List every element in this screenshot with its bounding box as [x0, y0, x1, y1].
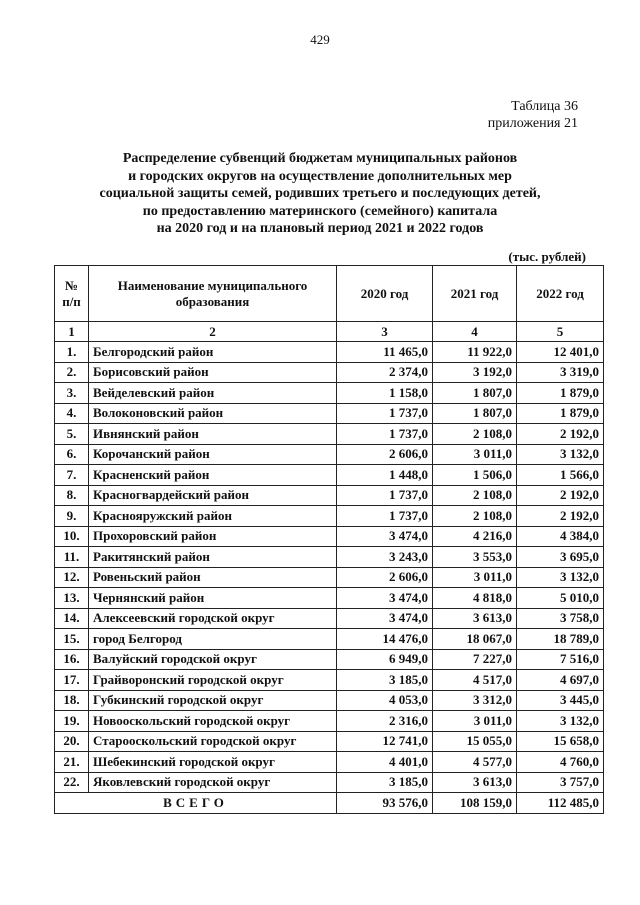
title-line: и городских округов на осуществление дополнительных мер: [128, 168, 512, 184]
row-value-2022: 3 319,0: [517, 362, 604, 383]
row-value-2020: 3 185,0: [337, 772, 433, 793]
row-value-2022: 3 445,0: [517, 690, 604, 711]
row-value-2020: 3 185,0: [337, 670, 433, 691]
table-row: [55, 424, 604, 445]
row-value-2022: 2 192,0: [517, 506, 604, 527]
table-header-row: [55, 266, 604, 322]
column-index: 3: [337, 322, 433, 342]
total-2022: 112 485,0: [517, 793, 604, 814]
row-value-2021: 2 108,0: [433, 424, 517, 445]
table-row: [55, 731, 604, 752]
header-2022: 2022 год: [517, 266, 604, 322]
row-value-2021: 1 807,0: [433, 403, 517, 424]
row-value-2022: 4 697,0: [517, 670, 604, 691]
row-value-2021: 11 922,0: [433, 342, 517, 363]
row-value-2020: 2 606,0: [337, 444, 433, 465]
table-row: [55, 608, 604, 629]
row-name: Корочанский район: [89, 444, 337, 465]
row-value-2020: 1 737,0: [337, 506, 433, 527]
row-number: 17.: [55, 670, 89, 691]
row-value-2020: 2 606,0: [337, 567, 433, 588]
row-name: Краснояружский район: [89, 506, 337, 527]
row-value-2022: 4 760,0: [517, 752, 604, 773]
row-value-2022: 2 192,0: [517, 485, 604, 506]
header-name: Наименование муниципального образования: [89, 266, 337, 322]
row-value-2021: 2 108,0: [433, 485, 517, 506]
table-row: [55, 711, 604, 732]
row-value-2021: 4 577,0: [433, 752, 517, 773]
row-name: Ивнянский район: [89, 424, 337, 445]
table-row: [55, 690, 604, 711]
row-name: Красногвардейский район: [89, 485, 337, 506]
row-number: 20.: [55, 731, 89, 752]
row-value-2020: 6 949,0: [337, 649, 433, 670]
table-row: [55, 506, 604, 527]
row-number: 1.: [55, 342, 89, 363]
row-value-2022: 18 789,0: [517, 629, 604, 650]
row-value-2020: 2 316,0: [337, 711, 433, 732]
header-no: № п/п: [55, 266, 89, 322]
row-name: Яковлевский городской округ: [89, 772, 337, 793]
row-name: Белгородский район: [89, 342, 337, 363]
row-name: Грайворонский городской округ: [89, 670, 337, 691]
row-value-2021: 18 067,0: [433, 629, 517, 650]
column-index: 2: [89, 322, 337, 342]
row-number: 9.: [55, 506, 89, 527]
table-row: [55, 649, 604, 670]
table-row: [55, 444, 604, 465]
total-2021: 108 159,0: [433, 793, 517, 814]
title-line: по предоставлению материнского (семейного) капитала: [142, 203, 498, 219]
row-value-2022: 5 010,0: [517, 588, 604, 609]
row-value-2020: 1 448,0: [337, 465, 433, 486]
page-number: 429: [310, 32, 330, 47]
table-row: [55, 567, 604, 588]
total-row: [55, 793, 604, 814]
table-row: [55, 383, 604, 404]
row-value-2021: 3 011,0: [433, 711, 517, 732]
row-value-2020: 3 243,0: [337, 547, 433, 568]
row-value-2021: 4 818,0: [433, 588, 517, 609]
row-value-2021: 2 108,0: [433, 506, 517, 527]
header-2020: 2020 год: [337, 266, 433, 322]
row-value-2022: 3 132,0: [517, 711, 604, 732]
row-value-2020: 2 374,0: [337, 362, 433, 383]
row-name: Губкинский городской округ: [89, 690, 337, 711]
table-row: [55, 752, 604, 773]
table-row: [55, 465, 604, 486]
row-value-2020: 1 737,0: [337, 485, 433, 506]
title-line: на 2020 год и на плановый период 2021 и 2022 годов: [156, 221, 484, 236]
row-number: 21.: [55, 752, 89, 773]
table-row: [55, 485, 604, 506]
row-number: 11.: [55, 547, 89, 568]
row-name: Шебекинский городской округ: [89, 752, 337, 773]
table-row: [55, 403, 604, 424]
row-value-2020: 14 476,0: [337, 629, 433, 650]
row-number: 15.: [55, 629, 89, 650]
row-number: 14.: [55, 608, 89, 629]
row-value-2020: 3 474,0: [337, 588, 433, 609]
row-name: Красненский район: [89, 465, 337, 486]
row-value-2021: 3 192,0: [433, 362, 517, 383]
row-name: Прохоровский район: [89, 526, 337, 547]
row-value-2021: 4 517,0: [433, 670, 517, 691]
row-value-2022: 12 401,0: [517, 342, 604, 363]
subsidy-table: [54, 265, 604, 814]
row-value-2021: 1 506,0: [433, 465, 517, 486]
row-value-2021: 15 055,0: [433, 731, 517, 752]
row-value-2020: 1 737,0: [337, 403, 433, 424]
row-value-2022: 2 192,0: [517, 424, 604, 445]
row-value-2020: 1 158,0: [337, 383, 433, 404]
row-name: город Белгород: [89, 629, 337, 650]
row-number: 5.: [55, 424, 89, 445]
row-value-2021: 3 312,0: [433, 690, 517, 711]
row-value-2021: 3 613,0: [433, 772, 517, 793]
row-name: Алексеевский городской округ: [89, 608, 337, 629]
row-value-2022: 3 132,0: [517, 567, 604, 588]
row-value-2020: 12 741,0: [337, 731, 433, 752]
row-value-2022: 1 879,0: [517, 383, 604, 404]
row-name: Валуйский городской округ: [89, 649, 337, 670]
row-value-2020: 3 474,0: [337, 608, 433, 629]
row-value-2020: 4 053,0: [337, 690, 433, 711]
total-label: ВСЕГО: [55, 793, 337, 814]
row-name: Вейделевский район: [89, 383, 337, 404]
row-value-2022: 3 758,0: [517, 608, 604, 629]
row-value-2021: 3 553,0: [433, 547, 517, 568]
row-value-2021: 1 807,0: [433, 383, 517, 404]
table-row: [55, 342, 604, 363]
annex-appendix-number: приложения 21: [487, 116, 578, 131]
row-number: 16.: [55, 649, 89, 670]
table-row: [55, 526, 604, 547]
row-number: 22.: [55, 772, 89, 793]
row-name: Новооскольский городской округ: [89, 711, 337, 732]
column-index: 5: [517, 322, 604, 342]
row-value-2022: 7 516,0: [517, 649, 604, 670]
row-value-2020: 4 401,0: [337, 752, 433, 773]
row-number: 2.: [55, 362, 89, 383]
title-line: Распределение субвенций бюджетам муниципальных районов: [122, 151, 518, 166]
annex-table-number: Таблица 36: [511, 99, 578, 114]
table-row: [55, 588, 604, 609]
row-number: 8.: [55, 485, 89, 506]
row-value-2022: 3 132,0: [517, 444, 604, 465]
header-2021: 2021 год: [433, 266, 517, 322]
table-row: [55, 772, 604, 793]
row-value-2021: 7 227,0: [433, 649, 517, 670]
column-index-row: [55, 322, 604, 342]
row-name: Борисовский район: [89, 362, 337, 383]
column-index: 4: [433, 322, 517, 342]
row-name: Ровеньский район: [89, 567, 337, 588]
row-value-2022: 1 566,0: [517, 465, 604, 486]
row-number: 12.: [55, 567, 89, 588]
row-value-2022: 4 384,0: [517, 526, 604, 547]
row-name: Старооскольский городской округ: [89, 731, 337, 752]
row-name: Ракитянский район: [89, 547, 337, 568]
row-value-2020: 1 737,0: [337, 424, 433, 445]
row-number: 18.: [55, 690, 89, 711]
column-index: 1: [55, 322, 89, 342]
row-name: Волоконовский район: [89, 403, 337, 424]
row-number: 7.: [55, 465, 89, 486]
row-value-2022: 3 695,0: [517, 547, 604, 568]
row-value-2022: 1 879,0: [517, 403, 604, 424]
row-value-2021: 4 216,0: [433, 526, 517, 547]
annex-label: [488, 98, 578, 132]
table-row: [55, 547, 604, 568]
row-number: 6.: [55, 444, 89, 465]
unit-label: (тыс. рублей): [508, 249, 586, 264]
title-line: социальной защиты семей, родивших третьего и последующих детей,: [99, 186, 541, 201]
row-number: 3.: [55, 383, 89, 404]
row-number: 10.: [55, 526, 89, 547]
document-title: [60, 150, 580, 238]
row-value-2021: 3 613,0: [433, 608, 517, 629]
row-value-2021: 3 011,0: [433, 567, 517, 588]
total-2020: 93 576,0: [337, 793, 433, 814]
table-row: [55, 629, 604, 650]
row-value-2022: 15 658,0: [517, 731, 604, 752]
row-value-2021: 3 011,0: [433, 444, 517, 465]
table-row: [55, 362, 604, 383]
row-number: 4.: [55, 403, 89, 424]
table-row: [55, 670, 604, 691]
row-number: 19.: [55, 711, 89, 732]
row-value-2022: 3 757,0: [517, 772, 604, 793]
row-number: 13.: [55, 588, 89, 609]
row-value-2020: 11 465,0: [337, 342, 433, 363]
row-value-2020: 3 474,0: [337, 526, 433, 547]
row-name: Чернянский район: [89, 588, 337, 609]
